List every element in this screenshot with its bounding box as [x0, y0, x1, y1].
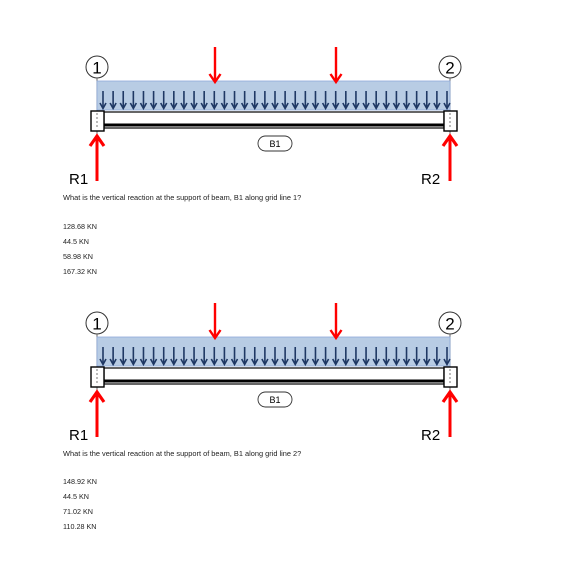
reaction-label-left: R1 — [69, 427, 89, 444]
support-right — [444, 111, 457, 131]
answer-option[interactable]: 44.5 KN — [63, 237, 89, 246]
grid-label-left: 1 — [92, 314, 102, 334]
point-load-left — [210, 303, 221, 338]
beam-diagram-svg-2 — [0, 301, 566, 501]
reaction-label-right: R2 — [421, 427, 441, 444]
reaction-arrow-right — [443, 392, 457, 437]
answer-option[interactable]: 71.02 KN — [63, 507, 93, 516]
beam-label-tag — [258, 136, 292, 151]
reaction-arrow-left — [90, 136, 104, 181]
answer-option[interactable]: 128.68 KN — [63, 222, 97, 231]
beam-label: B1 — [269, 395, 281, 405]
reaction-arrow-left — [90, 392, 104, 437]
point-load-left — [210, 47, 221, 82]
support-left — [91, 367, 104, 387]
reaction-label-right: R2 — [421, 171, 441, 188]
beam-label-tag — [258, 392, 292, 407]
grid-label-left: 1 — [92, 58, 102, 78]
answer-option[interactable]: 148.92 KN — [63, 477, 97, 486]
beam-diagram-2 — [0, 301, 566, 501]
question-1-options — [63, 219, 97, 279]
beam-diagram-1 — [0, 45, 566, 245]
beam-diagram-svg-1 — [0, 45, 566, 245]
reaction-label-left: R1 — [69, 171, 89, 188]
grid-label-right: 2 — [445, 58, 455, 78]
grid-label-right: 2 — [445, 314, 455, 334]
question-1-text: What is the vertical reaction at the support of beam, B1 along grid line 1? — [63, 193, 302, 202]
support-left — [91, 111, 104, 131]
support-right — [444, 367, 457, 387]
point-load-right — [331, 47, 342, 82]
answer-option[interactable]: 110.28 KN — [63, 522, 97, 531]
distributed-load — [97, 337, 450, 366]
point-load-right — [331, 303, 342, 338]
answer-option[interactable]: 167.32 KN — [63, 267, 97, 276]
beam-b1 — [104, 112, 444, 128]
answer-option[interactable]: 44.5 KN — [63, 492, 89, 501]
beam-label: B1 — [269, 139, 281, 149]
beam-b1 — [104, 368, 444, 384]
distributed-load — [97, 81, 450, 110]
question-2-options — [63, 474, 97, 534]
answer-option[interactable]: 58.98 KN — [63, 252, 93, 261]
reaction-arrow-right — [443, 136, 457, 181]
question-2-text: What is the vertical reaction at the support of beam, B1 along grid line 2? — [63, 449, 302, 458]
